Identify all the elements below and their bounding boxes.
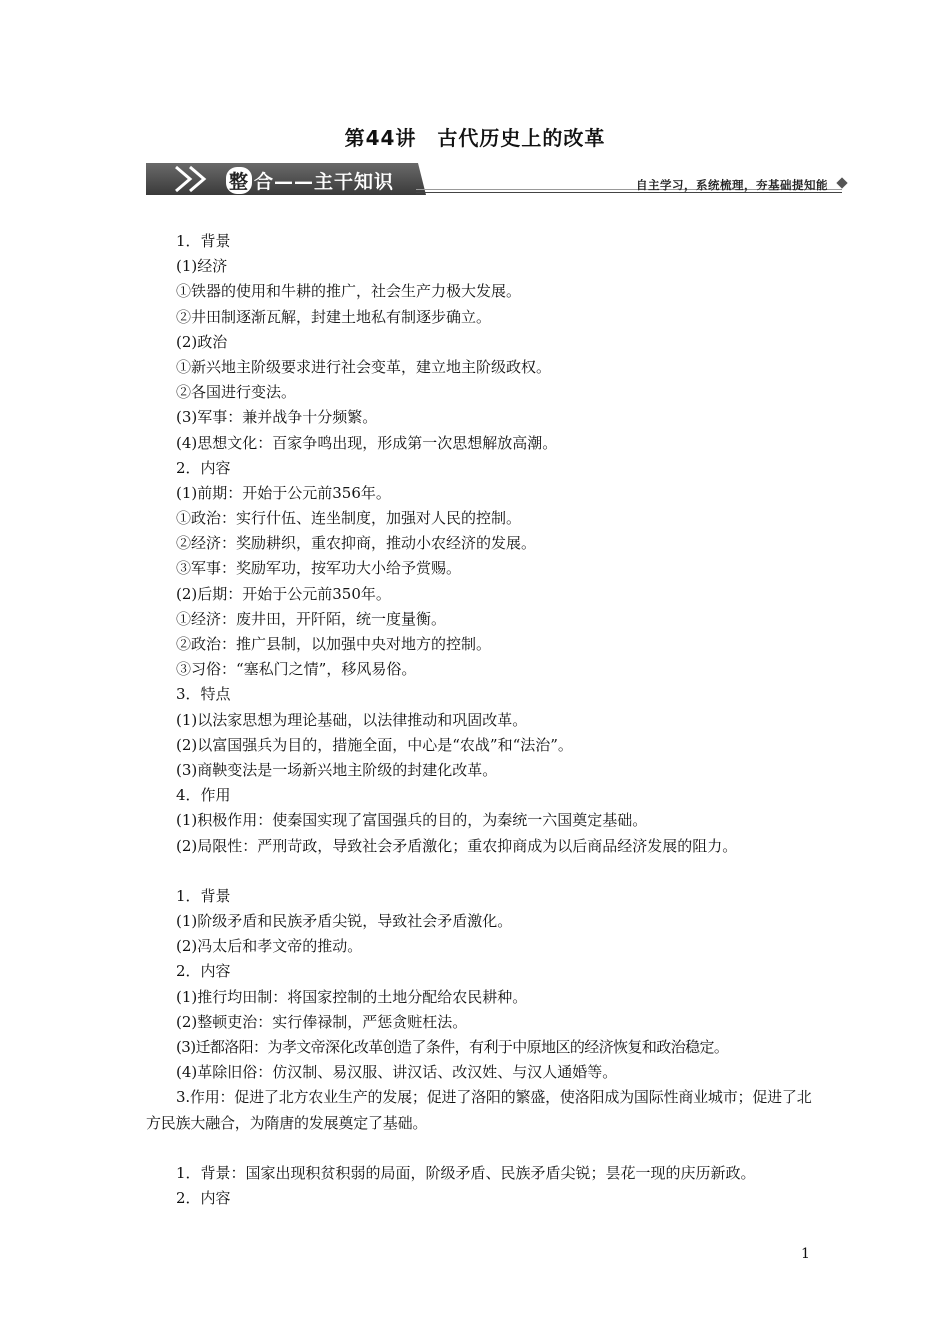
text-line: (2)整顿吏治：实行俸禄制，严惩贪赃枉法。 — [176, 1012, 468, 1031]
text-line: (1)前期：开始于公元前356年。 — [176, 483, 391, 502]
text-line: 4．作用 — [176, 786, 231, 805]
text-line: ②井田制逐渐瓦解，封建土地私有制逐步确立。 — [176, 307, 492, 326]
text-line: (3)商鞅变法是一场新兴地主阶级的封建化改革。 — [176, 760, 498, 779]
section-2 — [146, 884, 812, 1136]
text-line: (3)军事：兼并战争十分频繁。 — [176, 408, 378, 427]
page-number: 1 — [801, 1246, 810, 1262]
document-body — [146, 229, 812, 1211]
text-line: 1．背景 — [176, 232, 231, 250]
text-line: 3．特点 — [176, 685, 231, 704]
text-line: 1．背景：国家出现积贫积弱的局面，阶级矛盾、民族矛盾尖锐；昙花一现的庆历新政。 — [176, 1163, 756, 1182]
text-line: (1)阶级矛盾和民族矛盾尖锐，导致社会矛盾激化。 — [176, 912, 513, 931]
text-line: (1)以法家思想为理论基础，以法律推动和巩固改革。 — [176, 710, 528, 729]
text-line: ①新兴地主阶级要求进行社会变革，建立地主阶级政权。 — [176, 357, 552, 376]
text-line: ②各国进行变法。 — [176, 383, 297, 402]
text-line: ①政治：实行什伍、连坐制度，加强对人民的控制。 — [176, 509, 522, 528]
text-line: ①铁器的使用和牛耕的推广，社会生产力极大发展。 — [176, 282, 522, 301]
banner-label — [226, 167, 394, 194]
text-line: 2．内容 — [176, 458, 231, 477]
text-line: (3)迁都洛阳：为孝文帝深化改革创造了条件，有利于中原地区的经济恢复和政治稳定。 — [176, 1038, 729, 1056]
text-line: ②政治：推广县制，以加强中央对地方的控制。 — [176, 635, 492, 653]
text-line: ③军事：奖励军功，按军功大小给予赏赐。 — [176, 559, 462, 578]
banner-subtitle: 自主学习，系统梳理，夯基础提知能 — [636, 178, 828, 192]
section-3 — [146, 1161, 812, 1211]
text-line: 2．内容 — [176, 962, 231, 981]
text-line: (1)积极作用：使秦国实现了富国强兵的目的，为秦统一六国奠定基础。 — [176, 811, 648, 830]
page-title: 第44讲 古代历史上的改革 — [344, 126, 606, 150]
text-line: (1)推行均田制：将国家控制的土地分配给农民耕种。 — [176, 987, 528, 1006]
banner-label-head: 整 — [226, 167, 252, 194]
banner-label-rest: 合——主干知识 — [254, 171, 395, 193]
section-gap — [146, 1136, 812, 1161]
text-line: (2)局限性：严刑苛政，导致社会矛盾激化；重农抑商成为以后商品经济发展的阻力。 — [176, 836, 738, 855]
text-line: (2)以富国强兵为目的，措施全面，中心是“农战”和“法治”。 — [176, 735, 573, 754]
text-line: ②经济：奖励耕织，重农抑商，推动小农经济的发展。 — [176, 534, 537, 553]
text-line: 1．背景 — [176, 886, 231, 905]
text-line: ③习俗：“塞私门之情”，移风易俗。 — [176, 660, 417, 679]
section-1 — [146, 229, 812, 859]
section-banner — [146, 163, 850, 195]
section-gap — [146, 859, 812, 884]
text-line: (2)冯太后和孝文帝的推动。 — [176, 937, 363, 956]
text-paragraph: 3.作用：促进了北方农业生产的发展；促进了洛阳的繁盛，使洛阳成为国际性商业城市；促进了北方民族大融合，为隋唐的发展奠定了基础。 — [146, 1088, 812, 1132]
text-line: (4)思想文化：百家争鸣出现，形成第一次思想解放高潮。 — [176, 433, 558, 452]
text-line: (4)革除旧俗：仿汉制、易汉服、讲汉话、改汉姓、与汉人通婚等。 — [176, 1063, 618, 1082]
text-line: (2)后期：开始于公元前350年。 — [176, 584, 391, 603]
text-line: (2)政治 — [176, 332, 228, 351]
text-line: 2．内容 — [176, 1189, 231, 1208]
text-line: ①经济：废井田，开阡陌，统一度量衡。 — [176, 609, 447, 628]
text-line: (1)经济 — [176, 257, 228, 276]
diamond-icon — [836, 177, 847, 188]
